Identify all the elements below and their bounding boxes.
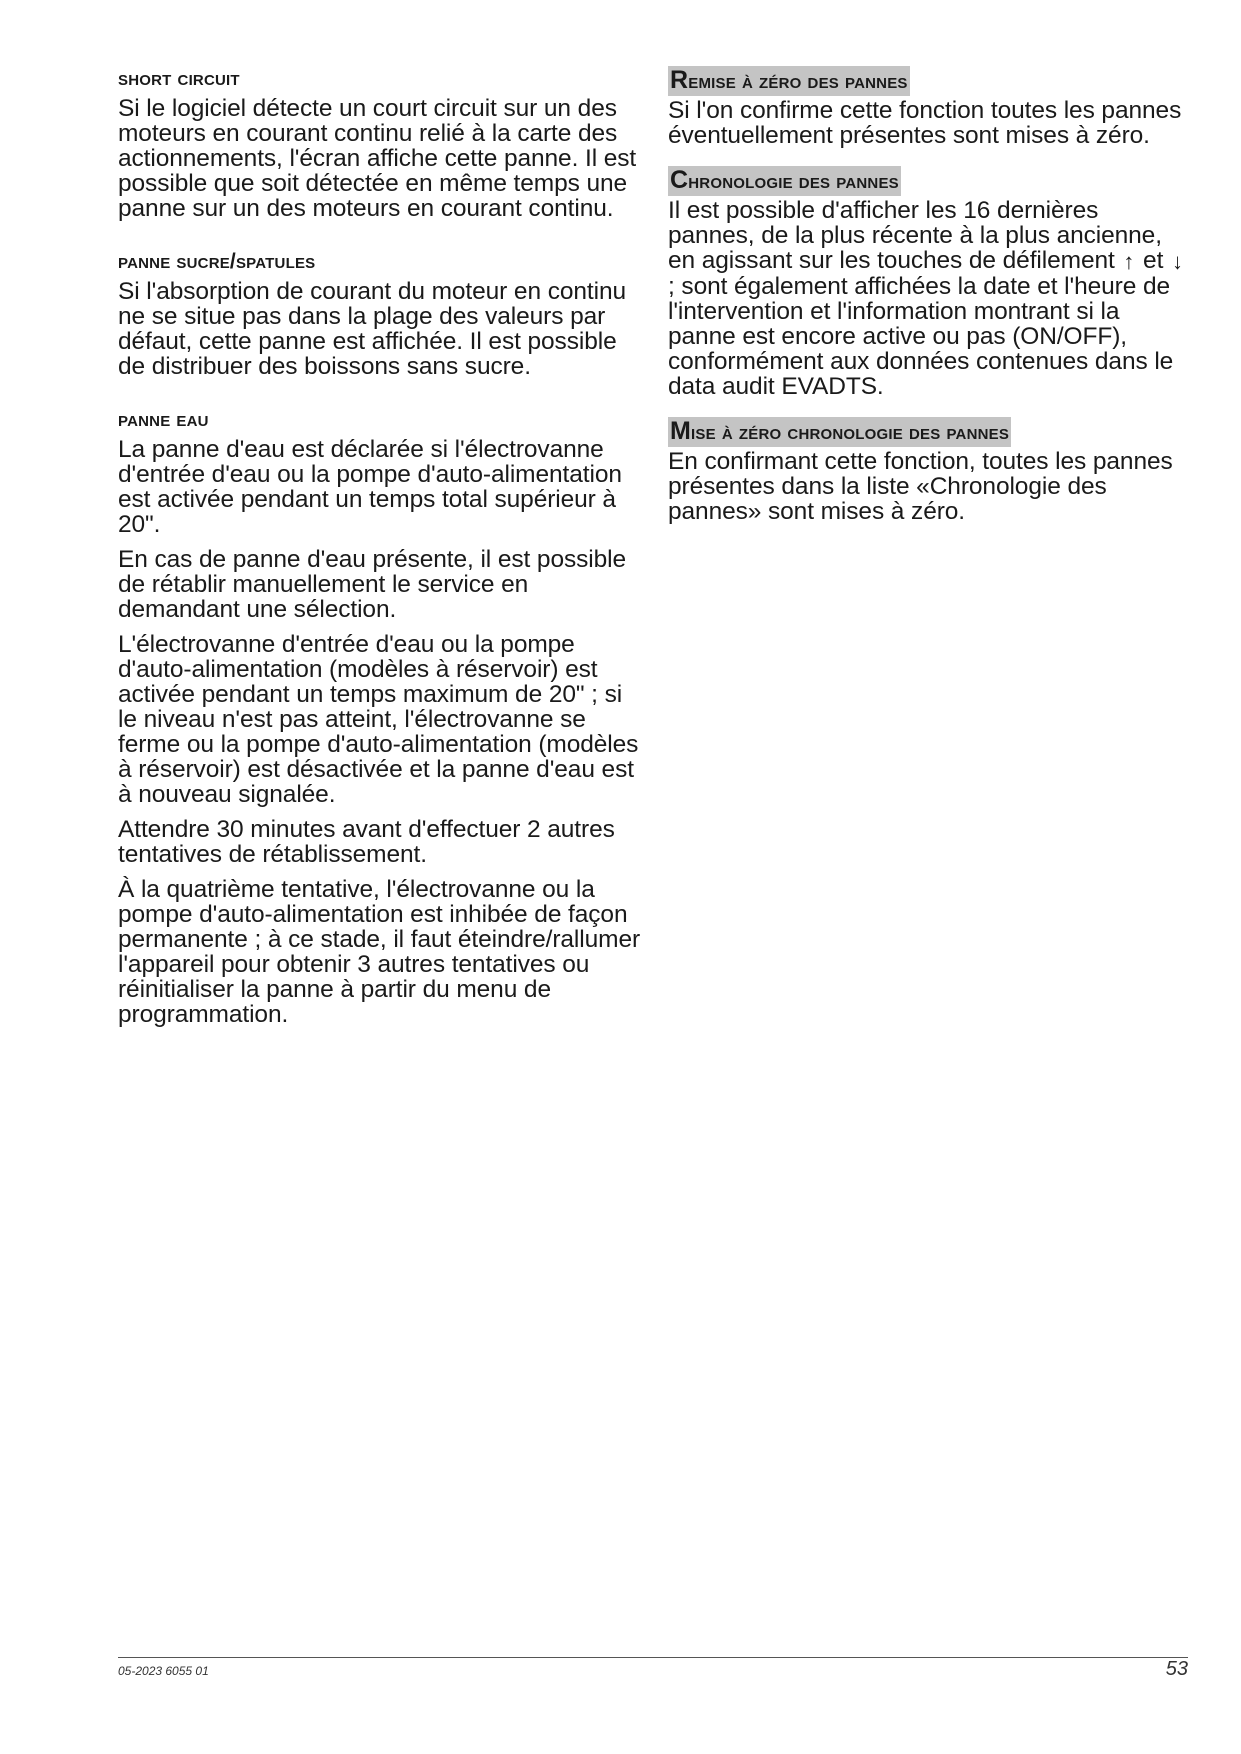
- section-mise-a-zero: [668, 417, 1188, 524]
- heading-mise-a-zero: Mise à zéro chronologie des pannes: [670, 417, 1010, 445]
- text-after-arrows: ; sont également affichées la date et l'heure de l'intervention et l'information montrant si la panne est encore active ou pas (ON/OFF), conformément aux données contenues dans le data audit EVADTS.: [668, 273, 1174, 400]
- arrow-down-icon: ↓: [1172, 249, 1183, 274]
- paragraph: Si l'on confirme cette fonction toutes les pannes éventuellement présentes sont mises à zéro.: [668, 97, 1182, 149]
- heading-panne-eau: panne eau: [118, 408, 209, 431]
- paragraph: En confirmant cette fonction, toutes les pannes présentes dans la liste «Chronologie des pannes» sont mises à zéro.: [668, 448, 1173, 525]
- section-chronologie: [668, 166, 1188, 399]
- section-panne-eau: [118, 407, 643, 1027]
- left-column: [118, 66, 643, 1055]
- heading-short-circuit: short circuit: [118, 67, 240, 90]
- section-panne-sucre: [118, 249, 643, 379]
- paragraph-with-arrows: [668, 198, 1188, 399]
- document-code: 05-2023 6055 01: [118, 1664, 209, 1678]
- paragraph: La panne d'eau est déclarée si l'électrovanne d'entrée d'eau ou la pompe d'auto-alimentation est activée pendant un temps total supérieur à 20".: [118, 436, 622, 538]
- text-before-arrows: Il est possible d'afficher les 16 dernières pannes, de la plus récente à la plus ancienne, en agissant sur les touches de défilement: [668, 197, 1162, 274]
- page-number: 53: [1165, 1658, 1188, 1680]
- paragraph: L'électrovanne d'entrée d'eau ou la pompe d'auto-alimentation (modèles à réservoir) est activée pendant un temps maximum de 20" ; si le niveau n'est pas atteint, l'électrovanne se ferme ou la pompe d'auto-alimentation (modèles à réservoir) est désactivée et la panne d'eau est à nouveau signalée.: [118, 631, 639, 808]
- paragraph: Si l'absorption de courant du moteur en continu ne se situe pas dans la plage des valeurs par défaut, cette panne est affichée. Il est possible de distribuer des boissons sans sucre.: [118, 278, 626, 380]
- paragraph: Attendre 30 minutes avant d'effectuer 2 autres tentatives de rétablissement.: [118, 816, 615, 868]
- paragraph: En cas de panne d'eau présente, il est possible de rétablir manuellement le service en demandant une sélection.: [118, 546, 627, 623]
- paragraph: À la quatrième tentative, l'électrovanne ou la pompe d'auto-alimentation est inhibée de façon permanente ; à ce stade, il faut éteindre/rallumer l'appareil pour obtenir 3 autres tentatives ou réinitialiser la panne à partir du menu de programmation.: [118, 876, 641, 1028]
- section-short-circuit: [118, 66, 643, 221]
- heading-chronologie: Chronologie des pannes: [670, 166, 899, 194]
- heading-remise: Remise à zéro des pannes: [670, 66, 908, 94]
- section-remise: [668, 66, 1188, 148]
- heading-panne-sucre: panne sucre/spatules: [118, 250, 316, 273]
- footer-divider: [118, 1657, 1188, 1658]
- paragraph: Si le logiciel détecte un court circuit sur un des moteurs en courant continu relié à la carte des actionnements, l'écran affiche cette panne. Il est possible que soit détectée en même temps une panne sur un des moteurs en courant continu.: [118, 95, 637, 222]
- between-arrows: et: [1143, 247, 1164, 274]
- right-column: [668, 66, 1188, 542]
- arrow-up-icon: ↑: [1123, 249, 1135, 274]
